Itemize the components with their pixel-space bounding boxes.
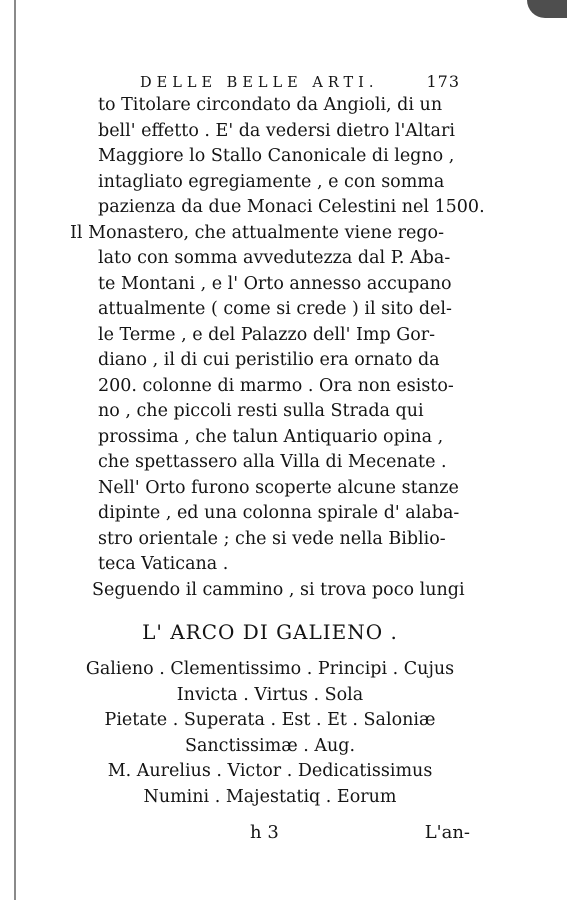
text-line: teca Vaticana .	[98, 554, 229, 574]
text-line: no , che piccoli resti sulla Strada qui	[98, 401, 424, 421]
catchword: L'an-	[424, 822, 470, 843]
text-line: Nell' Orto furono scoperte alcune stanze	[98, 477, 459, 498]
inscription-line: Sanctissimæ . Aug.	[184, 735, 356, 756]
text-line: lato con somma avvedutezza dal P. Aba-	[98, 248, 451, 268]
text-line: to Titolare circondato da Angioli, di un	[98, 95, 443, 115]
inscription-block	[70, 657, 470, 810]
text-line: 200. colonne di marmo . Ora non esisto-	[98, 375, 454, 396]
text-line: stro orientale ; che si vede nella Biblio-	[98, 528, 446, 549]
text-line: Seguendo il cammino , si trova poco lungi	[92, 579, 465, 600]
page-number: 173	[426, 72, 460, 91]
text-line: pazienza da due Monaci Celestini nel 1500.	[98, 197, 485, 217]
inscription-line: Invicta . Virtus . Sola	[176, 684, 364, 705]
text-line: che spettassero alla Villa di Mecenate .	[98, 452, 447, 472]
text-line: prossima , che talun Antiquario opina ,	[98, 426, 444, 447]
text-line: intagliato egregiamente , e con somma	[98, 171, 445, 192]
running-head	[140, 72, 460, 91]
inscription-line: M. Aurelius . Victor . Dedicatissimus	[107, 761, 433, 781]
section-title: L' ARCO DI GALIENO .	[142, 620, 398, 644]
text-line: diano , il di cui peristilio era ornato da	[98, 350, 440, 370]
inscription-line: Numini . Majestatiq . Eorum	[143, 786, 397, 807]
text-line: le Terme , e del Palazzo dell' Imp Gor-	[98, 324, 436, 345]
text-line: Il Monastero, che attualmente viene rego-	[70, 222, 444, 243]
page-binding-edge	[14, 0, 16, 900]
running-head-title: DELLE BELLE ARTI.	[140, 75, 379, 91]
text-line: bell' effetto . E' da vedersi dietro l'Altari	[98, 120, 455, 141]
text-line: te Montani , e l' Orto annesso accupano	[98, 273, 452, 294]
text-line: attualmente ( come si crede ) il sito del-	[98, 299, 452, 319]
text-line: dipinte , ed una colonna spirale d' alaba-	[98, 503, 460, 523]
inscription-line: Pietate . Superata . Est . Et . Saloniæ	[104, 710, 436, 730]
body-paragraph	[70, 93, 485, 603]
signature-mark: h 3	[250, 822, 279, 843]
ink-blot	[527, 0, 567, 18]
text-line: Maggiore lo Stallo Canonicale di legno ,	[98, 146, 455, 166]
inscription-line: Galieno . Clementissimo . Principi . Cujus	[85, 659, 455, 679]
